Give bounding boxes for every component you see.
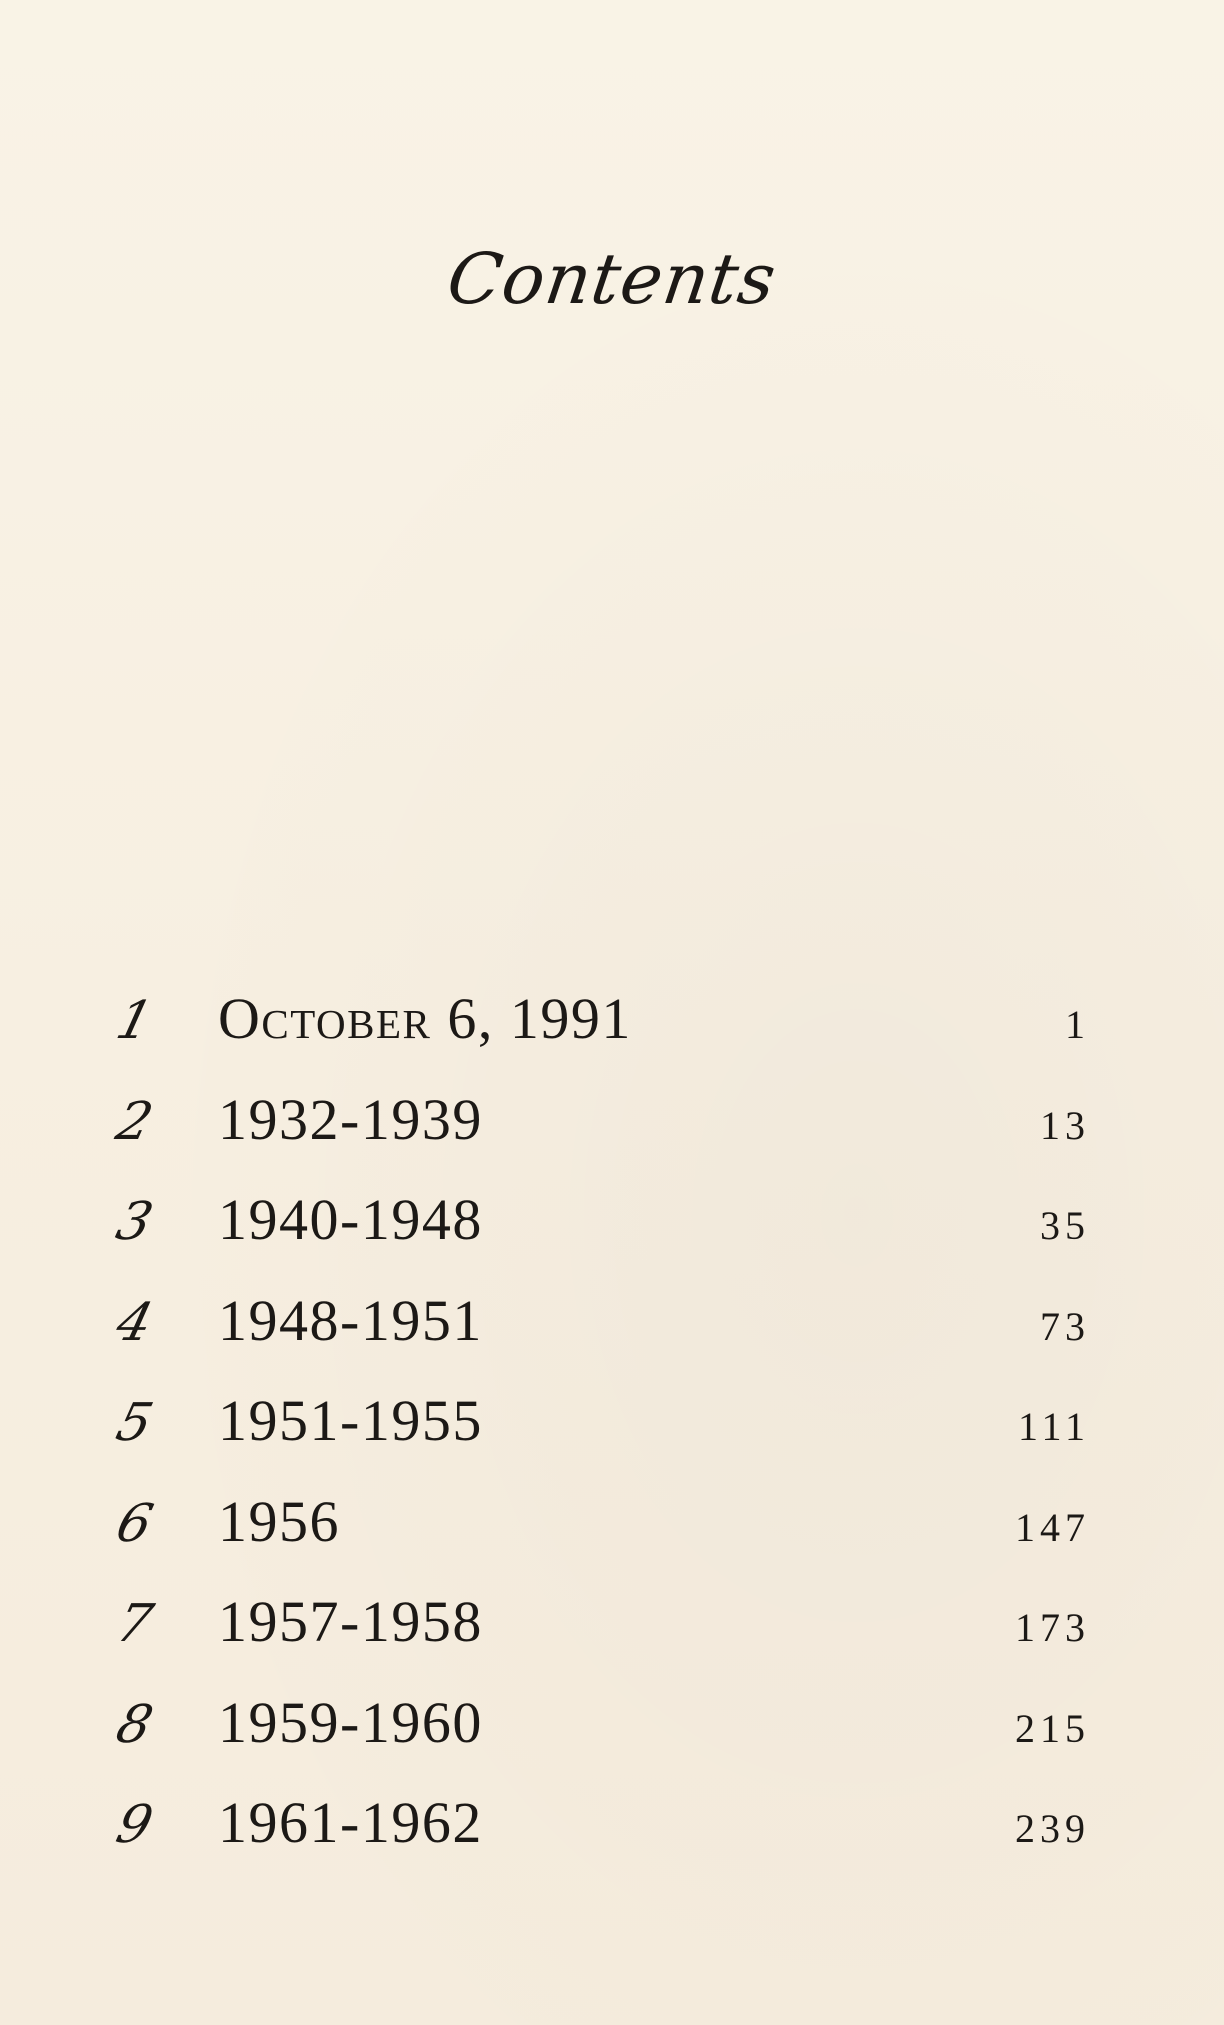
toc-entry-9	[0, 1789, 1224, 1890]
page-number: 239	[1015, 1806, 1090, 1851]
chapter-number: 6	[110, 1493, 159, 1554]
page-number: 1	[1065, 1002, 1090, 1047]
page-number: 13	[1040, 1102, 1090, 1148]
chapter-number: 2	[110, 1091, 159, 1152]
toc-entry-3	[0, 1186, 1224, 1287]
chapter-title: 1932-1939	[218, 1086, 483, 1152]
chapter-title: 1956	[218, 1488, 340, 1554]
chapter-number: 3	[110, 1192, 159, 1252]
chapter-title: 1951-1955	[218, 1388, 483, 1453]
toc-entry-4	[0, 1287, 1224, 1388]
toc-entry-8	[0, 1689, 1224, 1790]
table-of-contents	[0, 985, 1224, 1890]
page-number: 35	[1040, 1203, 1090, 1248]
page-number: 173	[1015, 1605, 1090, 1650]
toc-entry-6	[0, 1488, 1224, 1589]
page-number: 73	[1040, 1303, 1090, 1349]
chapter-number: 1	[110, 991, 159, 1051]
chapter-number: 4	[110, 1292, 159, 1353]
chapter-title: 1948-1951	[218, 1287, 483, 1353]
page-title: Contents	[442, 238, 782, 320]
page-number: 215	[1015, 1705, 1090, 1751]
toc-entry-5	[0, 1387, 1224, 1488]
chapter-title: 1959-1960	[218, 1689, 483, 1755]
chapter-title: 1940-1948	[218, 1187, 483, 1252]
toc-entry-2	[0, 1086, 1224, 1187]
chapter-number: 9	[110, 1795, 159, 1855]
toc-entry-1	[0, 985, 1224, 1086]
chapter-title: 1957-1958	[218, 1589, 483, 1654]
page-number: 111	[1017, 1404, 1090, 1449]
toc-entry-7	[0, 1588, 1224, 1689]
chapter-title: 1961-1962	[218, 1790, 483, 1855]
chapter-number: 7	[110, 1594, 159, 1654]
chapter-number: 5	[110, 1393, 159, 1453]
chapter-number: 8	[110, 1694, 159, 1755]
chapter-title: October 6, 1991	[218, 986, 632, 1051]
page-number: 147	[1015, 1504, 1090, 1550]
